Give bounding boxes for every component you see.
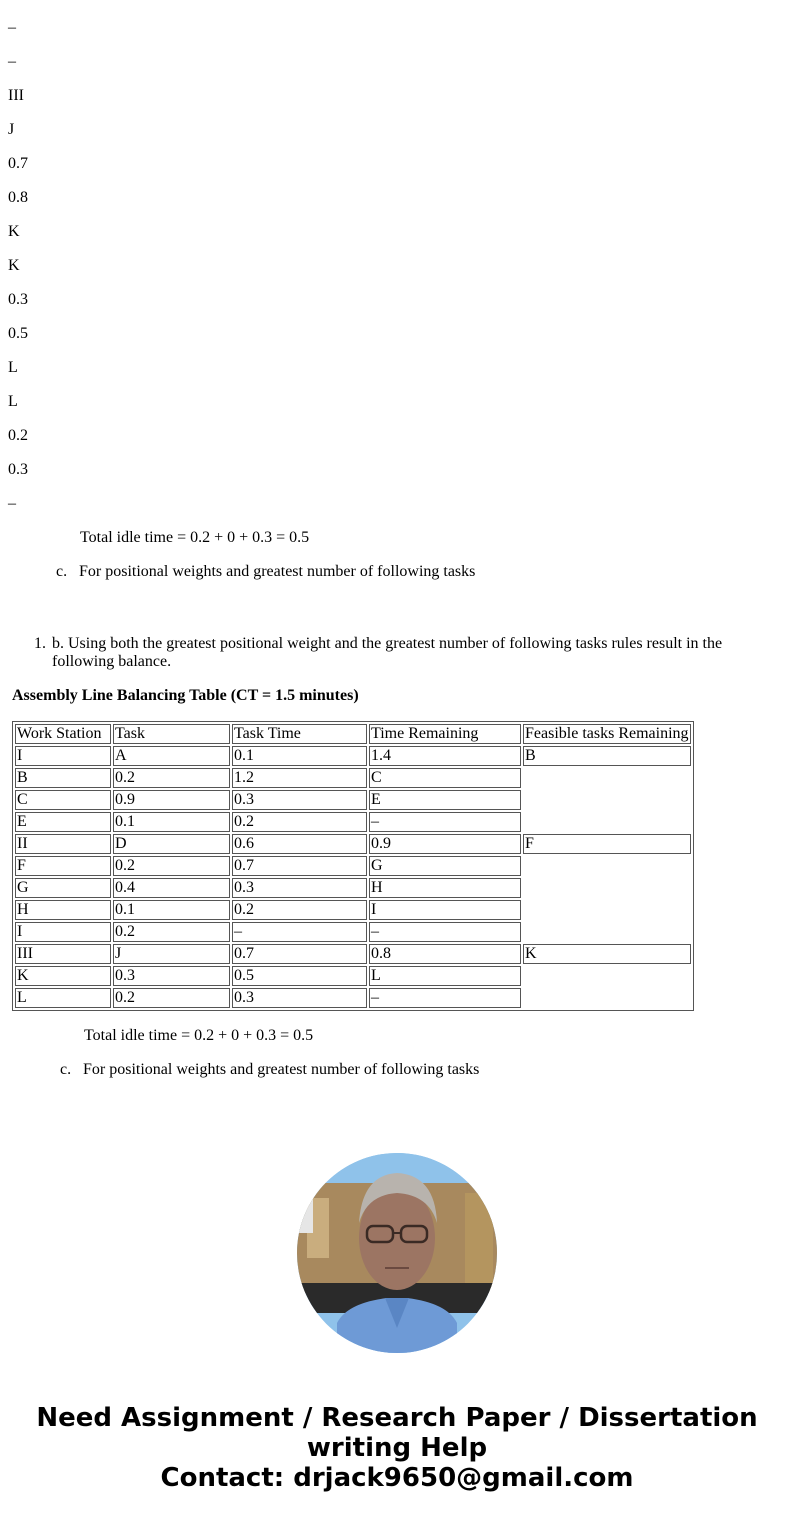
empty-cell (523, 768, 691, 788)
cell: 0.3 (232, 878, 367, 898)
table-row (15, 900, 691, 920)
cell: II (15, 834, 111, 854)
cell: 0.2 (113, 768, 230, 788)
cell: 0.1 (113, 900, 230, 920)
cell: III (15, 944, 111, 964)
cell: – (369, 922, 521, 942)
table-row (15, 966, 691, 986)
empty-cell (523, 922, 691, 942)
cell: 0.3 (232, 988, 367, 1008)
fragment-line: K (8, 223, 20, 240)
cell: D (113, 834, 230, 854)
fragment-line: 0.7 (8, 155, 28, 172)
table-row (15, 790, 691, 810)
list-item-c (60, 1061, 479, 1079)
fragment-line: 0.8 (8, 189, 28, 206)
author-avatar (297, 1153, 497, 1353)
cell: F (523, 834, 691, 854)
list-item-text: For positional weights and greatest number of following tasks (79, 563, 476, 580)
cell: 0.1 (232, 746, 367, 766)
cell: L (369, 966, 521, 986)
cell: 0.2 (232, 900, 367, 920)
cell: 1.4 (369, 746, 521, 766)
list-item-c (56, 563, 475, 581)
cell: 0.6 (232, 834, 367, 854)
fragment-line: 0.3 (8, 461, 28, 478)
cell: 0.9 (113, 790, 230, 810)
cell: K (15, 966, 111, 986)
fragment-line: L (8, 359, 18, 376)
cell: 0.3 (113, 966, 230, 986)
cell: I (15, 746, 111, 766)
fragment-line: J (8, 121, 15, 138)
cell: I (369, 900, 521, 920)
cell: J (113, 944, 230, 964)
table-row (15, 856, 691, 876)
empty-cell (523, 856, 691, 876)
header-cell: Feasible tasks Remaining (525, 725, 689, 742)
list-marker: c. (56, 563, 68, 580)
cell: H (369, 878, 521, 898)
promo-banner (0, 1403, 794, 1493)
table-title: Assembly Line Balancing Table (CT = 1.5 minutes) (12, 687, 359, 704)
promo-line-1: Need Assignment / Research Paper / Dissertation (36, 1403, 758, 1433)
cell: G (369, 856, 521, 876)
fragment-line: – (8, 495, 16, 512)
cell: 0.4 (113, 878, 230, 898)
cell: 0.1 (113, 812, 230, 832)
cell: K (523, 944, 691, 964)
fragment-line: III (8, 87, 24, 104)
cell: C (369, 768, 521, 788)
table-row (15, 746, 691, 766)
cell: H (15, 900, 111, 920)
cell: G (15, 878, 111, 898)
list-item-text: b. Using both the greatest positional weight and the greatest number of following tasks rules result in the following balance. (52, 635, 723, 670)
list-marker: c. (60, 1061, 72, 1078)
header-cell: Task (113, 724, 230, 744)
cell: 0.3 (232, 790, 367, 810)
cell: 0.2 (113, 856, 230, 876)
table-row (15, 878, 691, 898)
promo-line-2: writing Help (306, 1433, 488, 1463)
cell: – (369, 812, 521, 832)
promo-contact: Contact: drjack9650@gmail.com (160, 1463, 634, 1493)
cell: 0.5 (232, 966, 367, 986)
cell: L (15, 988, 111, 1008)
cell: A (113, 746, 230, 766)
cell: E (15, 812, 111, 832)
cell: F (15, 856, 111, 876)
total-idle-time-text: Total idle time = 0.2 + 0 + 0.3 = 0.5 (84, 1027, 314, 1044)
table-header-row (15, 724, 691, 744)
cell: 0.2 (113, 922, 230, 942)
empty-cell (523, 966, 691, 986)
cell: E (369, 790, 521, 810)
cell: 0.7 (232, 856, 367, 876)
list-item-text: For positional weights and greatest number of following tasks (83, 1061, 480, 1078)
empty-cell (523, 790, 691, 810)
cell: B (15, 768, 111, 788)
fragment-line: 0.2 (8, 427, 28, 444)
fragment-line: K (8, 257, 20, 274)
header-cell: Time Remaining (369, 724, 521, 744)
table-row (15, 988, 691, 1008)
header-cell: Work Station (15, 724, 111, 744)
header-cell: Task Time (232, 724, 367, 744)
cell: C (15, 790, 111, 810)
fragment-line: 0.5 (8, 325, 28, 342)
table-row (15, 944, 691, 964)
empty-cell (523, 988, 691, 1008)
cell: I (15, 922, 111, 942)
cell: 0.7 (232, 944, 367, 964)
empty-cell (523, 878, 691, 898)
cell: 1.2 (232, 768, 367, 788)
cell: – (232, 922, 367, 942)
cell: – (369, 988, 521, 1008)
empty-cell (523, 812, 691, 832)
cell: B (523, 746, 691, 766)
ordered-list-item (34, 635, 734, 671)
person-photo-icon (297, 1153, 497, 1353)
fragment-line: L (8, 393, 18, 410)
cell: 0.2 (113, 988, 230, 1008)
fragment-line: – (8, 19, 16, 36)
cell: 0.2 (232, 812, 367, 832)
total-idle-time-text: Total idle time = 0.2 + 0 + 0.3 = 0.5 (80, 529, 310, 546)
cell: 0.9 (369, 834, 521, 854)
cell: 0.8 (369, 944, 521, 964)
fragment-line: 0.3 (8, 291, 28, 308)
table-row (15, 768, 691, 788)
fragment-line: – (8, 53, 16, 70)
table-row (15, 812, 691, 832)
assembly-line-balancing-table (12, 721, 694, 1011)
table-row (15, 834, 691, 854)
list-number: 1. (34, 635, 46, 652)
table-row (15, 922, 691, 942)
empty-cell (523, 900, 691, 920)
